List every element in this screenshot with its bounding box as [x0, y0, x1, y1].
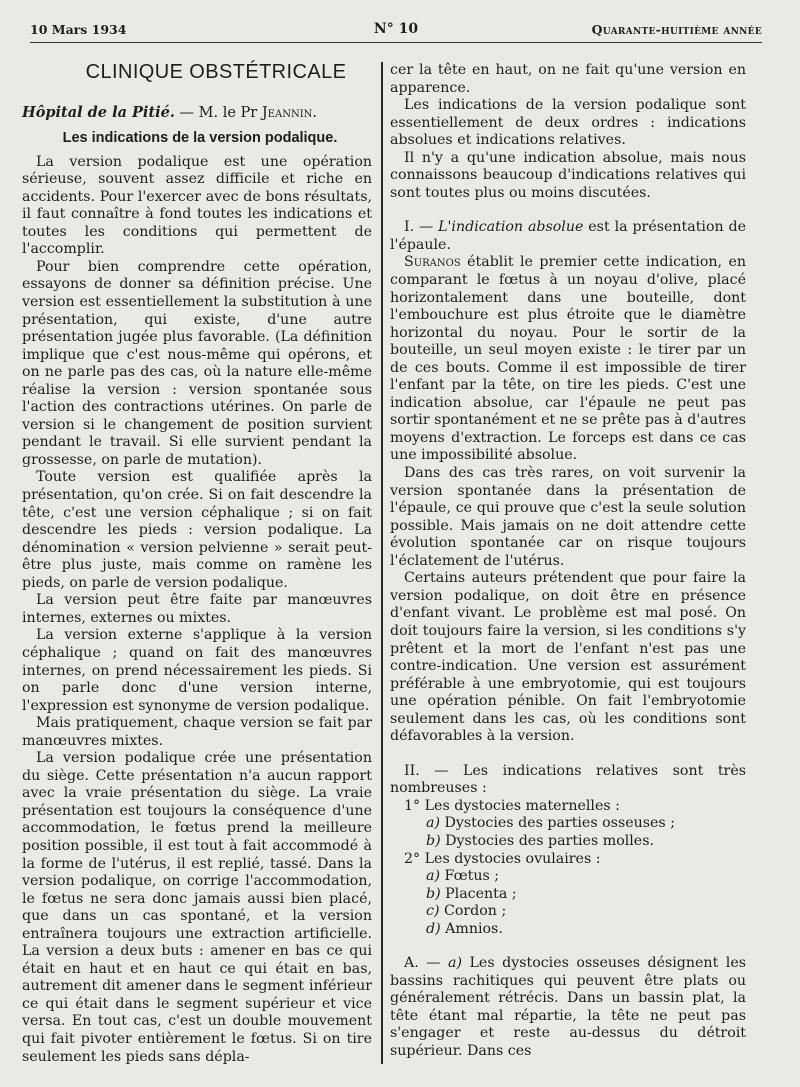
right-column: [390, 62, 746, 1061]
article-section-title: CLINIQUE OBSTÉTRICALE: [85, 61, 347, 83]
author-prefix: — M. le Pr: [174, 104, 262, 121]
paragraph: La version externe s'applique à la version céphalique ; quand on fait des manœuvres internes, on prend nécessairement les pieds. Si on parle donc d'une version interne, l'expression est synonyme de version podalique.: [22, 627, 372, 714]
paragraph: La version podalique est une opération sérieuse, souvent assez difficile et riche en accidents. Pour l'exercer avec de bons résultats, il faut connaître à fond toutes les indications et toutes les conditions qui permettent de l'accomplir.: [22, 153, 372, 258]
paragraph: Il n'y a qu'une indication absolue, mais nous connaissons beaucoup d'indications relatives qui sont toutes plus ou moins discutées.: [390, 149, 746, 201]
section-gap: [390, 938, 746, 955]
left-column: [22, 62, 372, 1066]
section-one-text: est la présentation de l'épaule.: [390, 219, 746, 253]
header-issue-number: N° 10: [373, 21, 419, 37]
column-divider: [381, 62, 383, 1064]
section-gap: [390, 746, 746, 763]
paragraph: Mais pratiquement, chaque version se fait par manœuvres mixtes.: [22, 715, 372, 749]
paragraph: La version podalique crée une présentation du siège. Cette présentation n'a aucun rapport avec la vraie présentation du siège. La vraie présentation est toujours la conséquence d'une accommodation, le fœtus prend la meilleure position possible, il est tout à fait accommodé à la forme de l'utérus, il est replié, tassé. Dans la version podalique, on corrige l'accommodation, le fœtus ne sera donc jamais aussi bien placé, que dans un cas spontané, et la version entraînera toujours une extraction artificielle. La version a deux buts : amener en bas ce qui était en haut et en haut ce qui était en bas, autrement dit amener dans le segment inférieur ce qui était dans le segment supérieur et vice versa. En tout cas, c'est un double mouvement qui fait pivoter entièrement le fœtus. Si on tire seulement les pieds sans dépla-: [22, 750, 372, 1065]
section-a-text: Les dystocies osseuses désignent les bassins rachitiques qui peuvent être plats ou généralement rétrécis. Dans un bassin plat, la tête étant mal répartie, la tête ne peut pas s'engager et reste au-dessus du détroit supérieur. Dans ces: [390, 955, 746, 1059]
list-item: a) Fœtus ;: [426, 868, 500, 885]
section-two-heading: II. — Les indications relatives sont très nombreuses :: [390, 762, 746, 797]
section-gap: [390, 202, 746, 219]
section-a-label: A. —: [404, 955, 448, 972]
list-item: c) Cordon ;: [426, 903, 507, 920]
article-subtitle: Les indications de la version podalique.: [62, 130, 338, 147]
article-byline: [22, 104, 372, 123]
paragraph: cer la tête en haut, on ne fait qu'une version en apparence.: [390, 62, 746, 96]
hospital-name: Hôpital de la Pitié.: [22, 103, 175, 121]
suranos-paragraph: [390, 254, 746, 465]
paragraph: La version peut être faite par manœuvres internes, externes ou mixtes.: [22, 592, 372, 626]
paragraph: Certains auteurs prétendent que pour faire la version podalique, on doit être en présence d'enfant vivant. Le problème est mal posé. On doit toujours faire la version, si les conditions s'y prêtent et la mort de l'enfant n'est pas une contre-indication. Une version est assurément préférable à une embryotomie, qui est toujours une opération pénible. On fait l'embryotomie seulement dans les cas, où les conditions sont défavorables à la version.: [390, 570, 746, 745]
running-header: [30, 20, 762, 43]
header-volume-year: Quarante-huitième année: [591, 22, 762, 37]
list-item: 1° Les dystocies maternelles :: [404, 797, 620, 814]
section-one-paragraph: [390, 219, 746, 254]
indications-list: [390, 798, 746, 938]
list-item: 2° Les dystocies ovulaires :: [404, 850, 601, 867]
section-a-paragraph: [390, 955, 746, 1060]
list-item: b) Placenta ;: [426, 885, 517, 902]
list-item: b) Dystocies des parties molles.: [426, 832, 654, 849]
paragraph: Toute version est qualifiée après la présentation, qu'on crée. Si on fait descendre la tête, c'est une version céphalique ; si on fait descendre les pieds : version podalique. La dénomination « version pelvienne » serait peut-être plus juste, mais comme on ramène les pieds, on parle de version podalique.: [22, 469, 372, 591]
author-name: Jeannin.: [261, 104, 318, 121]
section-a-marker: a): [447, 955, 462, 972]
paragraph: Les indications de la version podalique sont essentiellement de deux ordres : indications absolues et indications relatives.: [390, 97, 746, 149]
paragraph: Pour bien comprendre cette opération, essayons de donner sa définition précise. Une version est essentiellement la substitution à une présentation, qui existe, d'une autre présentation jugée plus favorable. (La définition implique que c'est nous-même qui opérons, et on ne parle pas des cas, où la nature elle-même réalise la version : version spontanée sous l'action des contractions utérines. On parle de version si le changement de position survient pendant le travail. Si elle survient pendant la grossesse, on parle de mutation).: [22, 258, 372, 468]
list-item: a) Dystocies des parties osseuses ;: [426, 815, 676, 832]
section-one-number: I. —: [404, 219, 439, 236]
header-date: 10 Mars 1934: [30, 22, 127, 37]
author-reference: Suranos: [404, 254, 461, 271]
paragraph: Dans des cas très rares, on voit survenir la version spontanée dans la présentation de l'épaule, ce qui prouve que c'est la seule solution possible. Mais jamais on ne doit attendre cette évolution spontanée car on risque toujours l'éclatement de l'utérus.: [390, 465, 746, 569]
list-item: d) Amnios.: [426, 920, 503, 937]
section-one-term: L'indication absolue: [438, 219, 584, 236]
suranos-text: établit le premier cette indication, en comparant le fœtus à un noyau d'olive, placé horizontalement dans une bouteille, dont l'embouchure est plus étroite que le diamètre horizontal du noyau. Pour le sortir de la bouteille, un seul moyen existe : le tirer par un de ces bouts. Comme il est impossible de tirer l'enfant par la tête, on tire les pieds. C'est une indication absolue, car l'épaule ne peut pas sortir spontanément et ne se prête pas à d'autres moyens d'extraction. Le forceps est dans ce cas une impossibilité absolue.: [390, 254, 746, 464]
